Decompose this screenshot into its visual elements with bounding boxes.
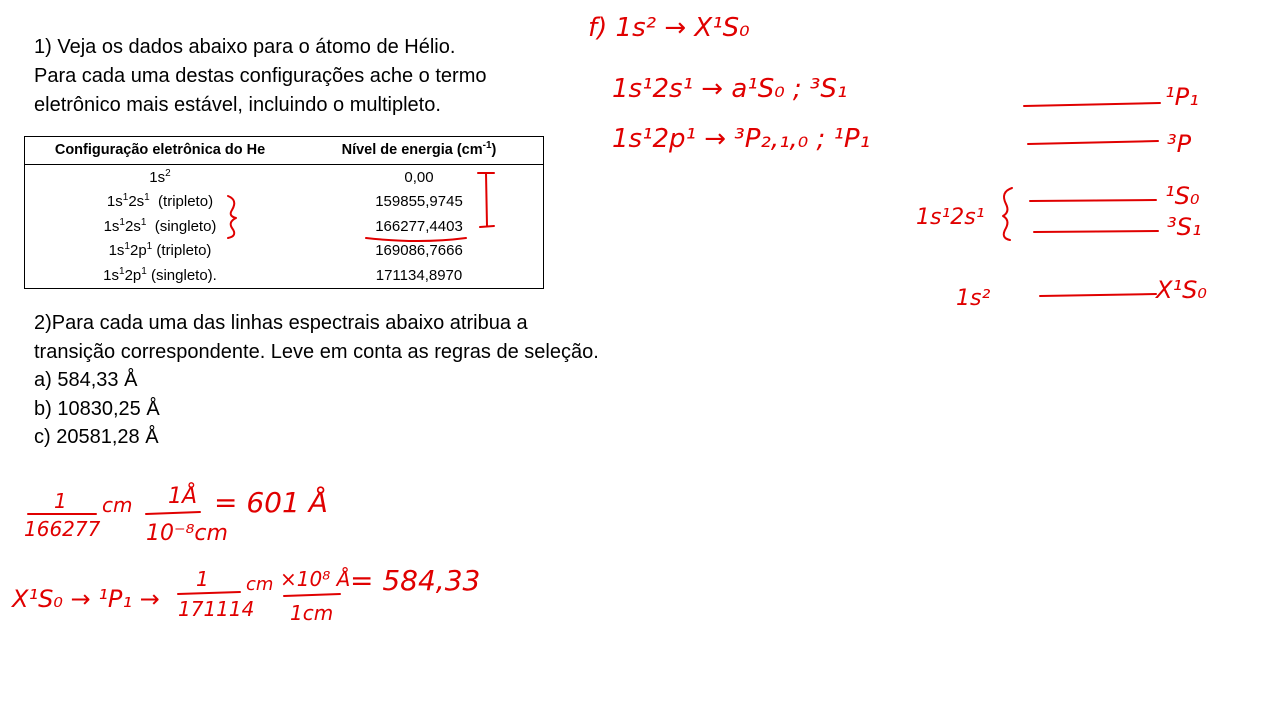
underline-166277 xyxy=(366,238,466,241)
question-2-line-2: transição correspondente. Leve em conta as regras de seleção. xyxy=(34,340,599,363)
calc2-unit: cm xyxy=(246,574,274,595)
hw-ground-state-term: f) 1s² → X¹S₀ xyxy=(588,13,750,43)
energy-cell: 0,00 xyxy=(404,168,434,186)
question-1-line-3: eletrônico mais estável, incluindo o multipleto. xyxy=(34,94,441,116)
label-1s12s1: 1s¹2s¹ xyxy=(916,205,985,230)
level-label-1P1: ¹P₁ xyxy=(1165,83,1199,111)
configuration-cell: $1s^12s^1$ (singleto) xyxy=(103,216,217,235)
table-brace-icon xyxy=(228,196,236,238)
energy-cell: 171134,8970 xyxy=(375,266,463,284)
item-a: a) 584,33 Å xyxy=(34,369,138,391)
item-b: b) 10830,25 Å xyxy=(34,397,160,420)
item-c: c) 20581,28 Å xyxy=(34,426,159,448)
configuration-cell: $1s^12p^1$ (singleto). xyxy=(103,265,217,284)
hw-2s-terms: 1s¹2s¹ → a¹S₀ ; ³S₁ xyxy=(612,74,848,104)
hw-2p-terms: 1s¹2p¹ → ³P₂,₁,₀ ; ¹P₁ xyxy=(612,124,871,154)
calc1-denominator: 166277 xyxy=(24,517,101,541)
calc1-fraction-bar-2 xyxy=(146,512,200,514)
calc2-denominator-2: 1cm xyxy=(290,601,334,625)
calc2-numerator: 1 xyxy=(196,567,209,591)
calc2-result: = 584,33 xyxy=(350,564,481,597)
calc1-numerator: 1 xyxy=(54,489,67,513)
header-energy: Nível de energia $(cm^{-1})$ xyxy=(295,137,544,165)
calc2-numerator-2: ×10⁸ Å xyxy=(280,567,351,591)
level-line-1P1 xyxy=(1024,103,1160,106)
level-line-3P xyxy=(1028,141,1158,144)
calc2-fraction-bar xyxy=(178,592,240,594)
question-1-line-2: Para cada uma destas configurações ache o termo xyxy=(34,65,487,87)
calc2-denominator: 171114 xyxy=(178,597,255,621)
bracket-bottom xyxy=(480,226,494,227)
header-configuration: Configuração eletrônica do He xyxy=(25,137,296,165)
bracket-bar xyxy=(486,173,487,226)
calc2-transition: X¹S₀ → ¹P₁ → xyxy=(12,585,160,613)
brace-icon xyxy=(1003,188,1012,240)
calc1-numerator-2: 1Å xyxy=(168,484,198,509)
question-2-line-1: 2)Para cada uma das linhas espectrais abaixo atribua a xyxy=(34,312,528,334)
calc1-result: = 601 Å xyxy=(214,486,328,519)
configuration-cell: $1s^12s^1$ (tripleto) xyxy=(106,192,214,211)
label-1s2: 1s² xyxy=(956,286,991,311)
configuration-cell: $1s^2$ xyxy=(149,167,171,186)
configuration-cell: $1s^12p^1$ (tripleto) xyxy=(108,241,212,260)
level-label-3S1: ³S₁ xyxy=(1167,213,1202,241)
energy-cell: 159855,9745 xyxy=(375,193,463,211)
level-label-3P: ³P xyxy=(1167,130,1192,158)
calc1-denominator-2: 10⁻⁸cm xyxy=(146,521,228,546)
calc2-fraction-bar-2 xyxy=(284,594,340,596)
calc1-unit: cm xyxy=(102,493,133,517)
energy-cell: 166277,4403 xyxy=(375,217,463,235)
level-label-X1S0: X¹S₀ xyxy=(1156,276,1207,304)
level-label-1S0: ¹S₀ xyxy=(1165,182,1200,210)
question-1-line-1: 1) Veja os dados abaixo para o átomo de Hélio. xyxy=(34,36,456,58)
level-line-X1S0 xyxy=(1040,294,1156,296)
energy-cell: 169086,7666 xyxy=(375,242,463,260)
level-line-1S0 xyxy=(1030,200,1156,201)
level-line-3S1 xyxy=(1034,231,1158,232)
